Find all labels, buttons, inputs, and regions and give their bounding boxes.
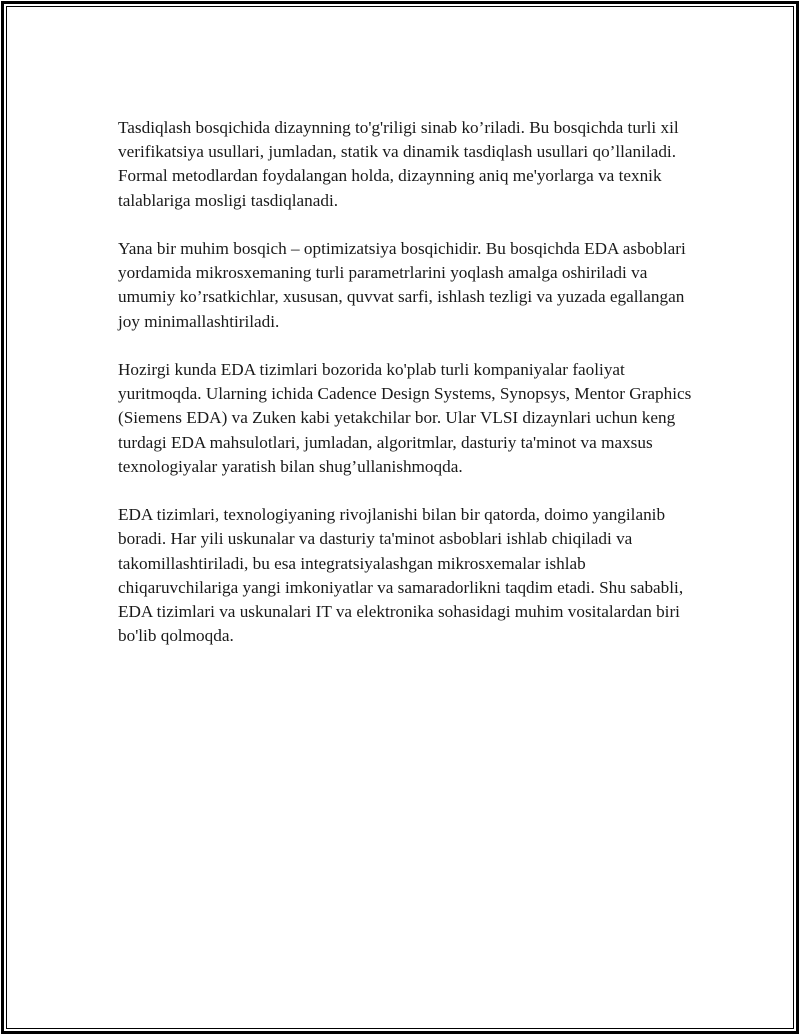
paragraph-eda-evolution: EDA tizimlari, texnologiyaning rivojlanishi bilan bir qatorda, doimo yangilanib boradi. Har yili uskunalar va dasturiy ta'minot asboblari ishlab chiqiladi va takomillashtiriladi, bu esa integratsiyalashgan mikrosxemalar ishlab chiqaruvchilariga yangi imkoniyatlar va samaradorlikni taqdim etadi. Shu sababli, EDA tizimlari va uskunalari IT va elektronika sohasidagi muhim vositalardan biri bo'lib qolmoqda. bbox=[118, 505, 684, 646]
paragraph-optimization: Yana bir muhim bosqich – optimizatsiya bosqichidir. Bu bosqichda EDA asboblari yordamida mikrosxemaning turli parametrlarini yoqlash amalga oshiriladi va umumiy ko’rsatkichlar, xususan, quvvat sarfi, ishlash tezligi va yuzada egallangan joy minimallashtiriladi. bbox=[118, 239, 686, 331]
paragraph-verification: Tasdiqlash bosqichida dizaynning to'g'riligi sinab ko’riladi. Bu bosqichda turli xil verifikatsiya usullari, jumladan, statik va dinamik tasdiqlash usullari qo’llaniladi. Formal metodlardan foydalangan holda, dizaynning aniq me'yorlarga va texnik talablariga mosligi tasdiqlanadi. bbox=[118, 118, 679, 210]
paragraph-eda-market: Hozirgi kunda EDA tizimlari bozorida ko'plab turli kompaniyalar faoliyat yuritmoqda. Ularning ichida Cadence Design Systems, Synopsys, Mentor Graphics (Siemens EDA) va Zuken kabi yetakchilar bor. Ular VLSI dizaynlari uchun keng turdagi EDA mahsulotlari, jumladan, algoritmlar, dasturiy ta'minot va maxsus texnologiyalar yaratish bilan shug’ullanishmoqda. bbox=[118, 360, 692, 476]
document-body bbox=[118, 116, 693, 648]
